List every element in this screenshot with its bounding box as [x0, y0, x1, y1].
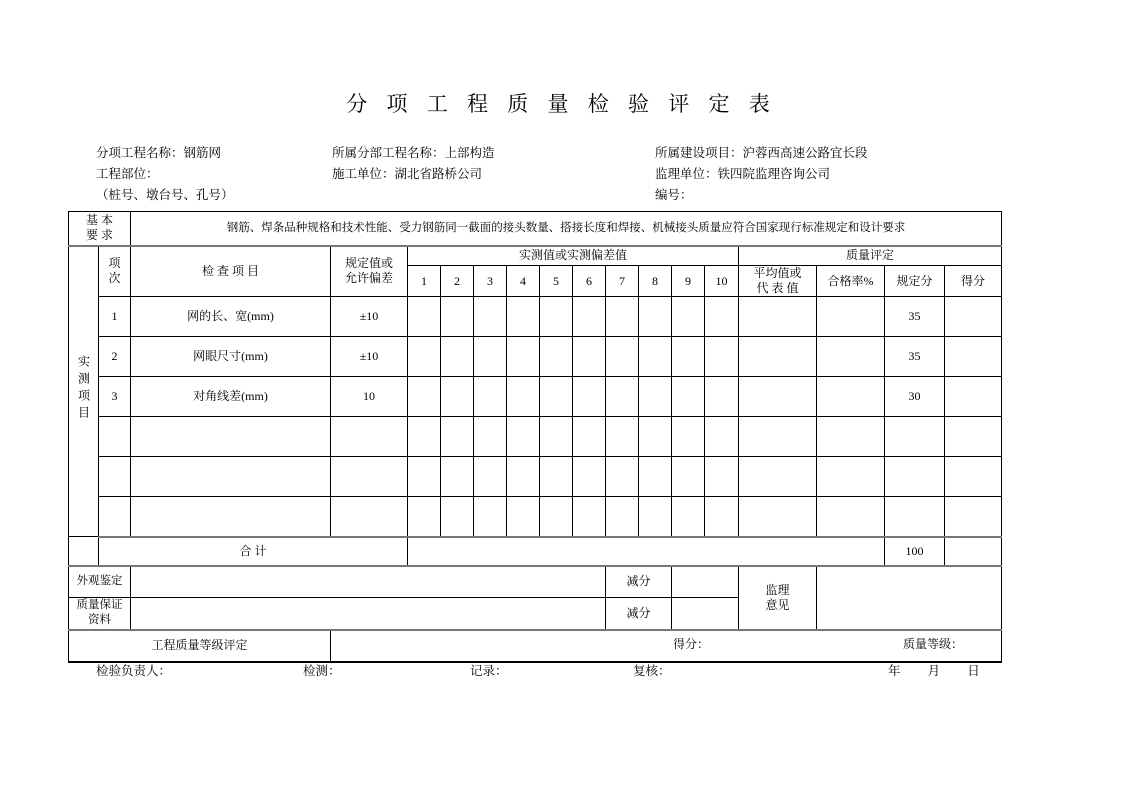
basic-requirement-row	[69, 212, 1002, 246]
row-measured-10[interactable]	[705, 417, 739, 457]
row-std-score[interactable]	[885, 497, 945, 537]
row-measured-1[interactable]	[408, 497, 441, 537]
reviewer-signature-label: 复核：	[633, 664, 671, 678]
item-no-header	[99, 246, 131, 297]
row-measured-9[interactable]	[672, 297, 705, 337]
subitem-project-name: 分项工程名称：钢筋网	[96, 146, 222, 160]
page-title: 分 项 工 程 质 量 检 验 评 定 表	[346, 92, 777, 116]
row-std-score: 35	[885, 297, 945, 337]
supervisor-label-line1: 监理	[765, 582, 790, 597]
signature-line	[96, 661, 1046, 681]
row-actual-score[interactable]	[945, 497, 1002, 537]
row-measured-4[interactable]	[507, 457, 540, 497]
appearance-deduct-value[interactable]	[672, 566, 739, 598]
column-group-header-row	[69, 246, 1002, 266]
row-item-no[interactable]	[99, 497, 131, 537]
tester-signature-label: 检测：	[303, 664, 341, 678]
row-average-value[interactable]	[739, 497, 817, 537]
form-number: 编号：	[655, 188, 693, 202]
supervision-unit: 监理单位：铁四院监理咨询公司	[655, 167, 831, 181]
measured-col-header-9: 9	[672, 266, 705, 297]
row-measured-10[interactable]	[705, 337, 739, 377]
item-no-header-line2: 次	[108, 271, 121, 286]
row-measured-6[interactable]	[573, 497, 606, 537]
measured-col-header-3: 3	[474, 266, 507, 297]
inspect-item-header: 检 查 项 目	[131, 246, 331, 297]
quality-grade-label: 工程质量等级评定	[69, 630, 331, 662]
row-measured-1[interactable]	[408, 377, 441, 417]
measured-section-label: 实测项目	[76, 355, 91, 424]
row-inspect-item[interactable]	[131, 497, 331, 537]
row-measured-2[interactable]	[441, 297, 474, 337]
table-row	[69, 457, 1002, 497]
row-measured-8[interactable]	[639, 497, 672, 537]
row-measured-5[interactable]	[540, 457, 573, 497]
row-measured-9[interactable]	[672, 337, 705, 377]
row-spec-value: ±10	[331, 337, 408, 377]
row-measured-1[interactable]	[408, 337, 441, 377]
appearance-deduct-label: 减分	[606, 566, 672, 598]
row-measured-1[interactable]	[408, 297, 441, 337]
row-average-value[interactable]	[739, 417, 817, 457]
location-hint: （桩号、墩台号、孔号）	[96, 188, 234, 202]
row-spec-value: ±10	[331, 297, 408, 337]
measured-col-header-1: 1	[408, 266, 441, 297]
row-measured-8[interactable]	[639, 417, 672, 457]
measured-col-header-6: 6	[573, 266, 606, 297]
meta-row-2	[96, 164, 1036, 185]
row-measured-10[interactable]	[705, 377, 739, 417]
row-measured-4[interactable]	[507, 337, 540, 377]
row-item-no: 2	[99, 337, 131, 377]
construction-unit: 施工单位：湖北省路桥公司	[332, 167, 483, 181]
row-measured-4[interactable]	[507, 377, 540, 417]
row-actual-score[interactable]	[945, 337, 1002, 377]
row-spec-value[interactable]	[331, 417, 408, 457]
row-spec-value[interactable]	[331, 497, 408, 537]
basic-req-label-line2: 要 求	[85, 228, 113, 243]
quality-docs-deduct-label: 减分	[606, 598, 672, 630]
header-meta-block	[96, 143, 1036, 206]
row-measured-6[interactable]	[573, 417, 606, 457]
table-row	[69, 377, 1002, 417]
row-measured-9[interactable]	[672, 497, 705, 537]
row-measured-7[interactable]	[606, 497, 639, 537]
average-value-header	[739, 266, 817, 297]
actual-score-header: 得分	[945, 266, 1002, 297]
measured-values-group-header: 实测值或实测偏差值	[408, 246, 739, 266]
row-std-score[interactable]	[885, 457, 945, 497]
row-measured-10[interactable]	[705, 457, 739, 497]
spec-value-header	[331, 246, 408, 297]
quality-grade-row	[69, 630, 1002, 662]
measured-col-header-5: 5	[540, 266, 573, 297]
inspector-signature-label: 检验负责人：	[96, 664, 172, 678]
quality-docs-deduct-value[interactable]	[672, 598, 739, 630]
row-measured-7[interactable]	[606, 297, 639, 337]
row-actual-score[interactable]	[945, 417, 1002, 457]
meta-row-3	[96, 185, 1036, 206]
row-measured-6[interactable]	[573, 337, 606, 377]
row-pass-rate[interactable]	[817, 297, 885, 337]
row-measured-6[interactable]	[573, 297, 606, 337]
row-measured-5[interactable]	[540, 497, 573, 537]
row-measured-10[interactable]	[705, 297, 739, 337]
row-inspect-item: 对角线差(mm)	[131, 377, 331, 417]
row-measured-3[interactable]	[474, 457, 507, 497]
basic-req-label-line1: 基 本	[85, 213, 113, 228]
row-spec-value: 10	[331, 377, 408, 417]
total-std-score: 100	[885, 537, 945, 566]
row-average-value[interactable]	[739, 297, 817, 337]
row-measured-5[interactable]	[540, 337, 573, 377]
row-measured-6[interactable]	[573, 377, 606, 417]
row-average-value[interactable]	[739, 377, 817, 417]
inspection-table	[68, 211, 1002, 663]
total-spacer-cell	[69, 537, 99, 566]
row-item-no: 3	[99, 377, 131, 417]
basic-requirement-label	[69, 212, 131, 246]
appearance-value[interactable]	[131, 566, 606, 598]
row-measured-2[interactable]	[441, 497, 474, 537]
pass-rate-header: 合格率%	[817, 266, 885, 297]
row-measured-5[interactable]	[540, 297, 573, 337]
quality-docs-value[interactable]	[131, 598, 606, 630]
table-row	[69, 417, 1002, 457]
row-measured-3[interactable]	[474, 337, 507, 377]
row-pass-rate[interactable]	[817, 497, 885, 537]
project-location: 工程部位：	[96, 167, 159, 181]
recorder-signature-label: 记录：	[470, 664, 508, 678]
quality-grade-value-area[interactable]	[331, 630, 1002, 662]
supervisor-label-line2: 意见	[765, 597, 790, 612]
row-measured-3[interactable]	[474, 297, 507, 337]
row-pass-rate[interactable]	[817, 417, 885, 457]
supervisor-opinion-label	[739, 566, 817, 630]
row-measured-7[interactable]	[606, 377, 639, 417]
supervisor-opinion-value[interactable]	[817, 566, 1002, 630]
appearance-assessment-row	[69, 566, 1002, 598]
table-row	[69, 497, 1002, 537]
row-item-no[interactable]	[99, 457, 131, 497]
parent-division-name: 所属分部工程名称：上部构造	[332, 146, 495, 160]
row-measured-2[interactable]	[441, 377, 474, 417]
total-blank-cell	[408, 537, 885, 566]
measured-section-label-cell	[69, 246, 99, 537]
average-header-line2: 代 表 值	[756, 281, 799, 295]
row-measured-5[interactable]	[540, 377, 573, 417]
row-measured-3[interactable]	[474, 497, 507, 537]
row-measured-8[interactable]	[639, 457, 672, 497]
table-row	[69, 337, 1002, 377]
row-measured-8[interactable]	[639, 337, 672, 377]
row-measured-7[interactable]	[606, 337, 639, 377]
row-measured-4[interactable]	[507, 417, 540, 457]
average-header-line1: 平均值或	[753, 266, 802, 280]
row-actual-score[interactable]	[945, 377, 1002, 417]
row-measured-2[interactable]	[441, 457, 474, 497]
row-measured-2[interactable]	[441, 337, 474, 377]
measured-col-header-10: 10	[705, 266, 739, 297]
row-std-score[interactable]	[885, 417, 945, 457]
row-measured-4[interactable]	[507, 497, 540, 537]
row-measured-9[interactable]	[672, 457, 705, 497]
row-std-score: 30	[885, 377, 945, 417]
row-inspect-item: 网的长、宽(mm)	[131, 297, 331, 337]
row-item-no[interactable]	[99, 417, 131, 457]
grade-score-label: 得分：	[673, 636, 710, 651]
total-actual-score[interactable]	[945, 537, 1002, 566]
row-std-score: 35	[885, 337, 945, 377]
date-label: 年 月 日	[888, 664, 992, 678]
row-pass-rate[interactable]	[817, 377, 885, 417]
row-actual-score[interactable]	[945, 297, 1002, 337]
row-item-no: 1	[99, 297, 131, 337]
row-measured-7[interactable]	[606, 417, 639, 457]
quality-docs-label: 质量保证资料	[69, 598, 131, 630]
std-score-header: 规定分	[885, 266, 945, 297]
total-label: 合 计	[99, 537, 408, 566]
row-measured-9[interactable]	[672, 377, 705, 417]
grade-level-label: 质量等级：	[903, 636, 964, 651]
row-measured-1[interactable]	[408, 457, 441, 497]
row-measured-1[interactable]	[408, 417, 441, 457]
row-measured-2[interactable]	[441, 417, 474, 457]
row-average-value[interactable]	[739, 457, 817, 497]
spec-header-line2: 允许偏差	[344, 271, 393, 286]
row-inspect-item[interactable]	[131, 417, 331, 457]
meta-row-1	[96, 143, 1036, 164]
row-measured-10[interactable]	[705, 497, 739, 537]
quality-assessment-group-header: 质量评定	[739, 246, 1002, 266]
measured-col-header-7: 7	[606, 266, 639, 297]
row-measured-8[interactable]	[639, 297, 672, 337]
basic-requirement-text: 钢筋、焊条品种规格和技术性能、受力钢筋同一截面的接头数量、搭接长度和焊接、机械接头质量应符合国家现行标准规定和设计要求	[131, 212, 1002, 246]
construction-project-name: 所属建设项目：沪蓉西高速公路宜长段	[655, 146, 868, 160]
row-measured-7[interactable]	[606, 457, 639, 497]
row-measured-8[interactable]	[639, 377, 672, 417]
row-inspect-item[interactable]	[131, 457, 331, 497]
row-inspect-item: 网眼尺寸(mm)	[131, 337, 331, 377]
row-measured-6[interactable]	[573, 457, 606, 497]
measured-col-header-4: 4	[507, 266, 540, 297]
measured-col-header-2: 2	[441, 266, 474, 297]
item-no-header-line1: 项	[108, 256, 121, 271]
row-average-value[interactable]	[739, 337, 817, 377]
row-measured-5[interactable]	[540, 417, 573, 457]
row-measured-3[interactable]	[474, 417, 507, 457]
row-measured-9[interactable]	[672, 417, 705, 457]
measured-col-header-8: 8	[639, 266, 672, 297]
row-pass-rate[interactable]	[817, 457, 885, 497]
appearance-label: 外观鉴定	[69, 566, 131, 598]
table-row	[69, 297, 1002, 337]
spec-header-line1: 规定值或	[344, 256, 393, 271]
row-actual-score[interactable]	[945, 457, 1002, 497]
row-measured-4[interactable]	[507, 297, 540, 337]
row-pass-rate[interactable]	[817, 337, 885, 377]
total-row	[69, 537, 1002, 566]
row-spec-value[interactable]	[331, 457, 408, 497]
row-measured-3[interactable]	[474, 377, 507, 417]
